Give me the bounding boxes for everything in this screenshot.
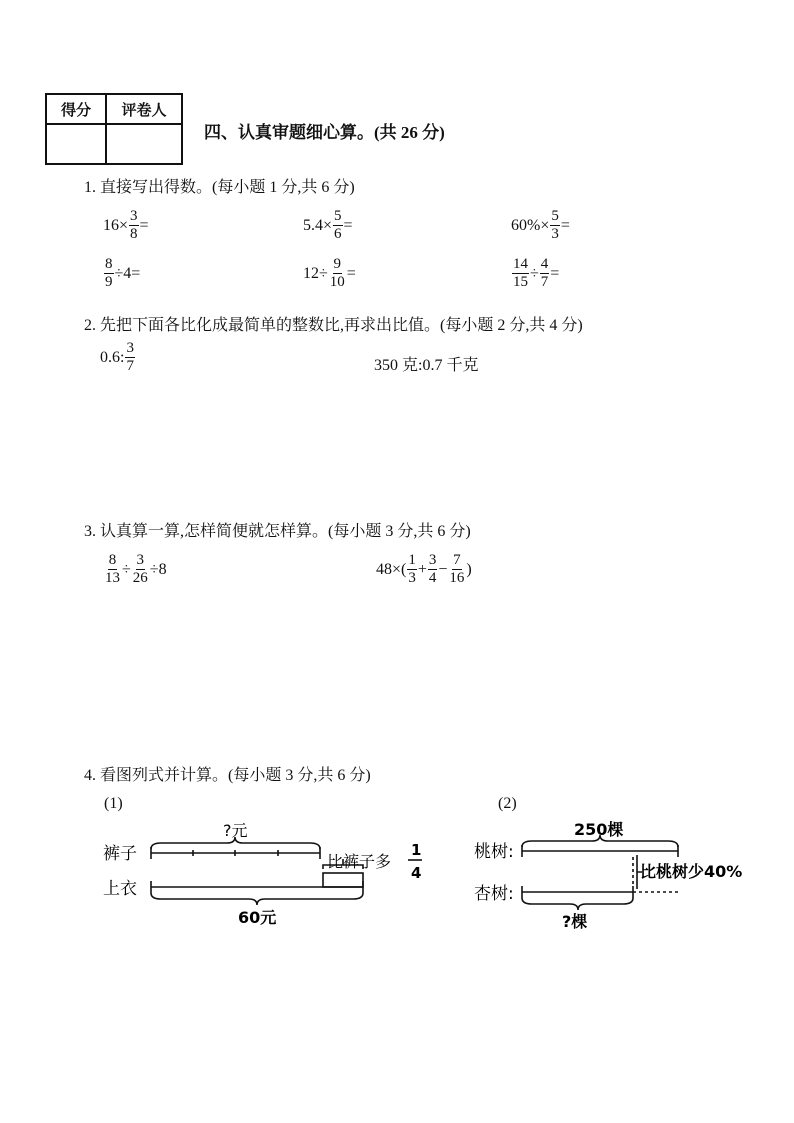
q3-item-a: $\frac{8}{13}$ ÷ $\frac{3}{26}$ ÷8 <box>105 552 167 586</box>
d1-bottom-label: 60元 <box>238 908 277 927</box>
q3-item-b: 48×( $\frac{1}{3}$ + $\frac{3}{4}$ − $\frac{7}{16}$ ) <box>376 552 472 586</box>
score-header: 得分 <box>46 94 106 124</box>
d1-row2-label: 上衣 <box>103 879 137 899</box>
grader-header: 评卷人 <box>106 94 182 124</box>
q2-title: 2. 先把下面各比化成最简单的整数比,再求出比值。(每小题 2 分,共 4 分) <box>84 317 583 334</box>
q1-item-4: $\frac{8}{9}$ ÷4= <box>105 256 141 290</box>
diagram-2 <box>470 815 770 935</box>
d1-note-num: 1 <box>411 841 422 859</box>
section-title: 四、认真审题细心算。(共 26 分) <box>204 123 445 142</box>
q3-title: 3. 认真算一算,怎样简便就怎样算。(每小题 3 分,共 6 分) <box>84 523 471 540</box>
score-table <box>45 93 183 165</box>
q1-item-6: $\frac{14}{15}$ ÷ $\frac{4}{7}$ = <box>513 256 560 290</box>
d1-note-den: 4 <box>411 864 422 882</box>
diagram2-label: (2) <box>498 795 517 812</box>
q1-item-3: 60%× $\frac{5}{3}$ = <box>511 208 570 242</box>
d2-row2-label: 杏树: <box>474 884 514 904</box>
d1-row1-label: 裤子 <box>103 844 137 864</box>
q1-item-1: 16× $\frac{3}{8}$ = <box>103 208 149 242</box>
q1-title: 1. 直接写出得数。(每小题 1 分,共 6 分) <box>84 179 355 196</box>
q2-item-a: 0.6: $\frac{3}{7}$ <box>100 340 134 374</box>
d1-note: 比裤子多 <box>327 852 392 871</box>
d1-top-label: ?元 <box>223 821 248 840</box>
q1-item-5: 12÷ $\frac{9}{10}$ = <box>303 256 356 290</box>
grader-cell[interactable] <box>106 124 182 164</box>
q4-title: 4. 看图列式并计算。(每小题 3 分,共 6 分) <box>84 767 371 784</box>
d2-row1-label: 桃树: <box>474 842 514 862</box>
diagram-1 <box>95 815 435 935</box>
q1-item-2: 5.4× $\frac{5}{6}$ = <box>303 208 353 242</box>
d2-bottom-label: ?棵 <box>562 912 588 931</box>
q2-item-b: 350 克:0.7 千克 <box>374 357 479 374</box>
score-cell[interactable] <box>46 124 106 164</box>
d2-note: 比桃树少40% <box>640 862 743 881</box>
d2-top-label: 250棵 <box>574 820 624 839</box>
diagram1-label: (1) <box>104 795 123 812</box>
